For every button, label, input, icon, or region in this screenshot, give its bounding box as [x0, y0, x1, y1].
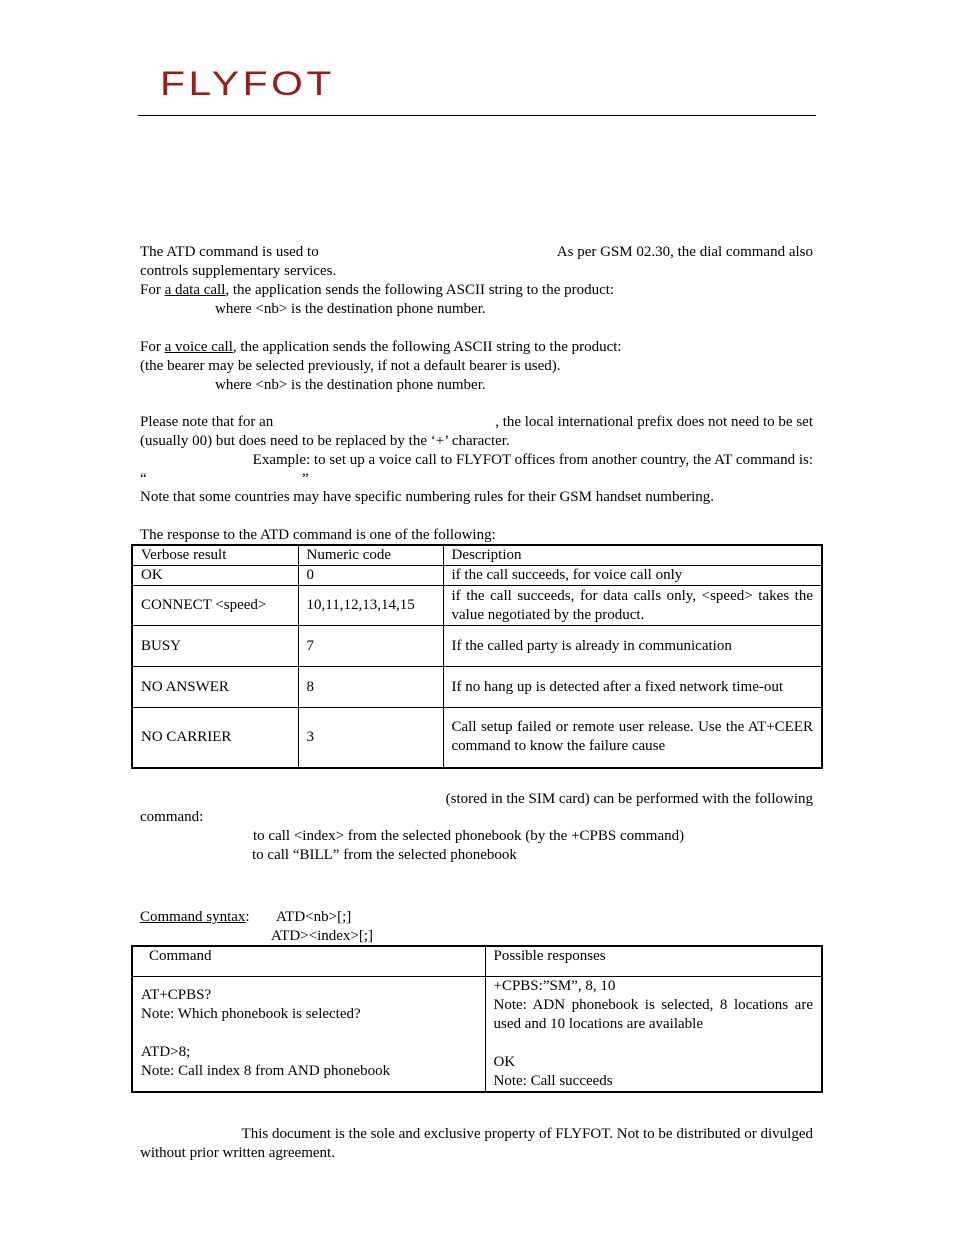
command-syntax-label: Command syntax: [140, 909, 250, 925]
table-cell: 8 [298, 667, 443, 708]
intro-quote-close: ” [302, 471, 309, 487]
intro-quote-open: “ [140, 471, 147, 487]
table-cell: Call setup failed or remote user release. Use the AT+CEER command to know the failure cause [443, 708, 822, 768]
table-cell: CONNECT <speed> [132, 586, 298, 626]
intro-line-8b: , the local international prefix does not need to be set [495, 414, 813, 430]
intro-line-8a: Please note that for an [140, 414, 274, 430]
response-1-note: Note: ADN phonebook is selected, 8 locations are used and 10 locations are available [493, 996, 813, 1032]
table-cell: if the call succeeds, for data calls only, <speed> takes the value negotiated by the product. [443, 586, 822, 626]
phonebook-line-3: to call <index> from the selected phonebook (by the +CPBS command) [253, 828, 685, 844]
intro-line-2: controls supplementary services. [140, 263, 337, 279]
table-cell: OK [132, 566, 298, 586]
response-1: +CPBS:”SM”, 8, 10 [493, 977, 616, 994]
response-2: OK [493, 1053, 516, 1070]
intro-line-1b: As per GSM 02.30, the dial command also [556, 244, 813, 260]
voice-call-link: a voice call [164, 339, 233, 355]
command-table [131, 945, 823, 1093]
table-cell [485, 976, 822, 1092]
table-header-cell: Description [443, 545, 822, 566]
command-2: ATD>8; [141, 1043, 191, 1060]
intro-line-5: For a voice call, the application sends the following ASCII string to the product: [140, 339, 622, 355]
footer-line-1: This document is the sole and exclusive property of FLYFOT. Not to be distributed or divulged [241, 1126, 813, 1142]
table-row [132, 586, 822, 626]
table-cell: 7 [298, 626, 443, 667]
intro-line-3: For a data call, the application sends the following ASCII string to the product: [140, 282, 615, 298]
command-1: AT+CPBS? [141, 986, 212, 1003]
table-cell: BUSY [132, 626, 298, 667]
table-row [132, 976, 822, 1092]
table-row [132, 667, 822, 708]
table-cell: NO CARRIER [132, 708, 298, 768]
table-cell [132, 976, 485, 1092]
table-cell: 10,11,12,13,14,15 [298, 586, 443, 626]
table-cell: if the call succeeds, for voice call only [443, 566, 822, 586]
intro-line-1a: The ATD command is used to [140, 244, 319, 260]
intro-line-4: where <nb> is the destination phone number. [215, 301, 486, 317]
data-call-link: a data call [164, 282, 226, 298]
intro-line-13: The response to the ATD command is one of the following: [140, 527, 496, 543]
table-header-cell: Command [132, 946, 485, 976]
command-2-note: Note: Call index 8 from AND phonebook [141, 1062, 391, 1079]
table-cell: 3 [298, 708, 443, 768]
command-syntax-1: ATD<nb>[;] [276, 909, 352, 925]
phonebook-line-1: (stored in the SIM card) can be performed with the following [445, 791, 813, 807]
table-cell: NO ANSWER [132, 667, 298, 708]
intro-line-6: (the bearer may be selected previously, if not a default bearer is used). [140, 358, 561, 374]
command-syntax-2: ATD><index>[;] [271, 928, 374, 944]
intro-line-12: Note that some countries may have specific numbering rules for their GSM handset numbering. [140, 489, 715, 505]
intro-line-9: (usually 00) but does need to be replaced by the ‘+’ character. [140, 433, 510, 449]
command-1-note: Note: Which phonebook is selected? [141, 1005, 361, 1022]
table-cell: 0 [298, 566, 443, 586]
table-cell: If no hang up is detected after a fixed network time-out [443, 667, 822, 708]
table-row [132, 708, 822, 768]
phonebook-line-4: to call “BILL” from the selected phonebook [252, 847, 517, 863]
company-logo: FLYFOT [160, 65, 335, 103]
response-2-note: Note: Call succeeds [493, 1072, 613, 1089]
table-row [132, 626, 822, 667]
table-cell: If the called party is already in communication [443, 626, 822, 667]
phonebook-line-2: command: [140, 809, 204, 825]
table-header-row [132, 545, 822, 566]
intro-line-7: where <nb> is the destination phone number. [215, 377, 486, 393]
table-row [132, 566, 822, 586]
header-divider [138, 115, 816, 116]
table-header-cell: Possible responses [485, 946, 822, 976]
response-table [131, 544, 823, 769]
intro-line-10: Example: to set up a voice call to FLYFOT offices from another country, the AT command is: [252, 452, 813, 468]
table-header-cell: Verbose result [132, 545, 298, 566]
table-header-row [132, 946, 822, 976]
footer-line-2: without prior written agreement. [140, 1145, 335, 1161]
table-header-cell: Numeric code [298, 545, 443, 566]
